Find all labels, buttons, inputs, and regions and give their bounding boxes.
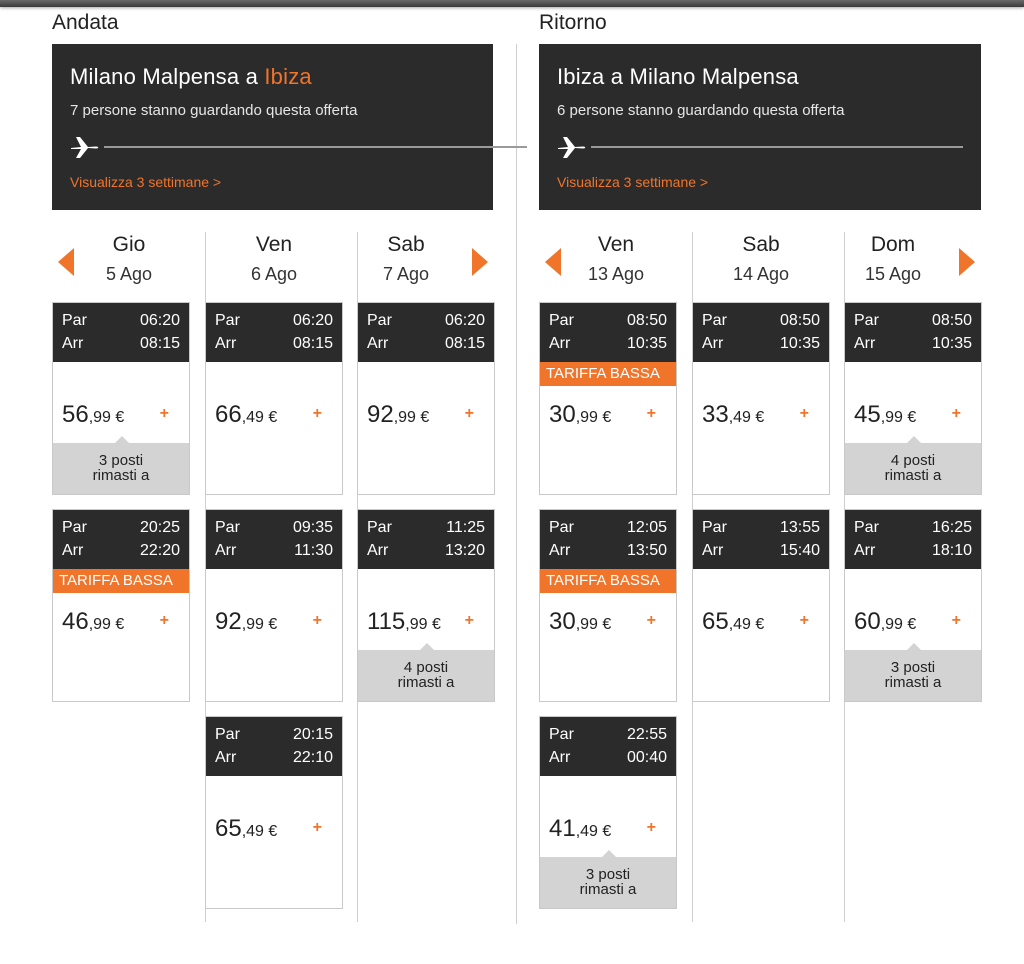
price-integer: 92 [367, 401, 394, 428]
arrival-label: Arr [215, 335, 237, 352]
arrival-time: 13:50 [626, 542, 667, 559]
add-flight-plus-icon[interactable]: + [312, 405, 322, 422]
add-flight-plus-icon[interactable]: + [312, 612, 322, 629]
departure-time: 08:50 [931, 312, 972, 329]
add-flight-plus-icon[interactable]: + [799, 405, 809, 422]
departure-time: 06:20 [139, 312, 180, 329]
price-decimal: ,99 € [88, 409, 125, 426]
seats-remaining: 3 posti rimasti a [845, 650, 981, 701]
arrival-time: 22:20 [139, 542, 180, 559]
price-decimal: ,99 € [575, 616, 612, 633]
flight-option[interactable] [205, 302, 343, 495]
departure-time: 13:55 [779, 519, 820, 536]
price-integer: 66 [215, 401, 242, 428]
departure-time: 22:55 [626, 726, 667, 743]
route-destination: Ibiza [264, 64, 312, 89]
price-integer: 46 [62, 608, 89, 635]
departure-time: 16:25 [931, 519, 972, 536]
arrival-time: 10:35 [779, 335, 820, 352]
add-flight-plus-icon[interactable]: + [799, 612, 809, 629]
price-decimal: ,99 € [575, 409, 612, 426]
day-date: 6 Ago [250, 264, 298, 284]
departure-time: 12:05 [626, 519, 667, 536]
seats-remaining: 4 posti rimasti a [845, 443, 981, 494]
arrival-label: Arr [854, 335, 876, 352]
flight-times [540, 510, 676, 569]
arrival-label: Arr [215, 542, 237, 559]
flight-option[interactable] [539, 302, 677, 495]
price-decimal: ,49 € [575, 823, 612, 840]
route-origin: Milano Malpensa a [70, 64, 265, 89]
price-integer: 56 [62, 401, 89, 428]
arrival-time: 08:15 [292, 335, 333, 352]
arrival-time: 15:40 [779, 542, 820, 559]
add-flight-plus-icon[interactable]: + [646, 612, 656, 629]
view-3-weeks-link[interactable]: Visualizza 3 settimane > [70, 174, 222, 190]
departure-label: Par [367, 312, 392, 329]
arrival-time: 00:40 [626, 749, 667, 766]
arrival-time: 13:20 [444, 542, 485, 559]
flight-option[interactable] [357, 302, 495, 495]
flight-times [358, 303, 494, 362]
price-integer: 45 [854, 401, 881, 428]
price-decimal: ,49 € [241, 409, 278, 426]
departure-label: Par [702, 519, 727, 536]
departure-label: Par [549, 312, 574, 329]
return-leg [539, 0, 981, 964]
low-fare-badge: TARIFFA BASSA [53, 569, 189, 593]
day-date: 14 Ago [732, 264, 790, 284]
price-decimal: ,99 € [393, 409, 430, 426]
flight-price [367, 401, 429, 429]
flight-times [693, 510, 829, 569]
flight-price [62, 401, 124, 429]
flight-price [215, 815, 277, 843]
flight-price [549, 815, 611, 843]
route-progress-line [591, 146, 963, 148]
price-decimal: ,99 € [241, 616, 278, 633]
flight-price [62, 608, 124, 636]
arrival-time: 08:15 [139, 335, 180, 352]
day-name: Dom [870, 233, 916, 256]
low-fare-badge: TARIFFA BASSA [540, 362, 676, 386]
departure-time: 11:25 [446, 519, 485, 536]
viewers-count: 7 persone stanno guardando questa offerta [70, 102, 358, 119]
arrival-label: Arr [62, 335, 84, 352]
departure-label: Par [62, 312, 87, 329]
price-integer: 92 [215, 608, 242, 635]
add-flight-plus-icon[interactable]: + [646, 819, 656, 836]
flight-price [215, 608, 277, 636]
arrival-label: Arr [367, 335, 389, 352]
flight-price [854, 608, 916, 636]
route-progress-line [104, 146, 527, 148]
flight-times [358, 510, 494, 569]
departure-label: Par [549, 519, 574, 536]
view-3-weeks-link[interactable]: Visualizza 3 settimane > [557, 174, 709, 190]
route-origin: Ibiza a Milano Malpensa [557, 64, 799, 89]
departure-label: Par [549, 726, 574, 743]
flight-price [702, 401, 764, 429]
leg-title: Andata [52, 11, 119, 34]
arrival-label: Arr [367, 542, 389, 559]
seats-remaining: 4 posti rimasti a [358, 650, 494, 701]
arrival-label: Arr [702, 335, 724, 352]
route-title [557, 64, 799, 90]
route-box [539, 44, 981, 210]
low-fare-badge: TARIFFA BASSA [540, 569, 676, 593]
flight-option[interactable] [692, 302, 830, 495]
flight-times [845, 510, 981, 569]
day-name: Sab [742, 233, 780, 256]
price-integer: 30 [549, 608, 576, 635]
arrival-time: 22:10 [292, 749, 333, 766]
arrival-time: 08:15 [444, 335, 485, 352]
add-flight-plus-icon[interactable]: + [951, 405, 961, 422]
flight-times [53, 510, 189, 569]
add-flight-plus-icon[interactable]: + [464, 612, 474, 629]
legs-divider [516, 44, 517, 924]
arrival-label: Arr [549, 749, 571, 766]
arrival-label: Arr [702, 542, 724, 559]
departure-time: 08:50 [626, 312, 667, 329]
flight-times [53, 303, 189, 362]
flight-price [854, 401, 916, 429]
arrival-label: Arr [549, 542, 571, 559]
flight-price [549, 608, 611, 636]
route-box [52, 44, 493, 210]
flight-price [367, 608, 441, 636]
day-date: 5 Ago [105, 264, 153, 284]
flight-times [540, 303, 676, 362]
flight-option[interactable] [52, 302, 190, 495]
departure-time: 08:50 [779, 312, 820, 329]
price-integer: 115 [367, 608, 406, 635]
flight-option[interactable] [692, 509, 830, 702]
flight-option[interactable] [205, 716, 343, 909]
arrival-time: 10:35 [931, 335, 972, 352]
departure-label: Par [854, 519, 879, 536]
price-decimal: ,99 € [880, 616, 917, 633]
price-integer: 65 [215, 815, 242, 842]
departure-label: Par [215, 726, 240, 743]
departure-label: Par [367, 519, 392, 536]
departure-time: 09:35 [292, 519, 333, 536]
arrival-time: 18:10 [931, 542, 972, 559]
leg-title: Ritorno [539, 11, 607, 34]
flight-times [540, 717, 676, 776]
flight-price [549, 401, 611, 429]
departure-label: Par [854, 312, 879, 329]
route-title [70, 64, 312, 90]
day-name: Ven [597, 233, 635, 256]
day-name: Gio [112, 233, 146, 256]
flight-option[interactable] [539, 716, 677, 909]
seats-remaining: 3 posti rimasti a [540, 857, 676, 908]
day-name: Ven [255, 233, 293, 256]
plane-icon [70, 134, 100, 160]
arrival-time: 10:35 [626, 335, 667, 352]
flight-times [845, 303, 981, 362]
price-integer: 30 [549, 401, 576, 428]
departure-label: Par [62, 519, 87, 536]
flight-option[interactable] [52, 509, 190, 702]
price-decimal: ,99 € [405, 616, 441, 633]
arrival-time: 11:30 [294, 542, 333, 559]
price-decimal: ,49 € [728, 616, 765, 633]
flight-price [702, 608, 764, 636]
day-date: 7 Ago [382, 264, 430, 284]
day-date: 13 Ago [587, 264, 645, 284]
flight-times [206, 717, 342, 776]
price-integer: 65 [702, 608, 729, 635]
day-date: 15 Ago [864, 264, 922, 284]
flight-option[interactable] [357, 509, 495, 702]
add-flight-plus-icon[interactable]: + [312, 819, 322, 836]
viewers-count: 6 persone stanno guardando questa offerta [557, 102, 845, 119]
departure-time: 06:20 [292, 312, 333, 329]
departure-label: Par [702, 312, 727, 329]
price-integer: 60 [854, 608, 881, 635]
price-integer: 33 [702, 401, 729, 428]
departure-time: 20:15 [292, 726, 333, 743]
add-flight-plus-icon[interactable]: + [159, 405, 169, 422]
add-flight-plus-icon[interactable]: + [159, 612, 169, 629]
arrival-label: Arr [854, 542, 876, 559]
price-decimal: ,49 € [241, 823, 278, 840]
flight-times [693, 303, 829, 362]
price-decimal: ,99 € [880, 409, 917, 426]
price-decimal: ,49 € [728, 409, 765, 426]
flight-option[interactable] [539, 509, 677, 702]
outbound-leg [52, 0, 493, 964]
seats-remaining: 3 posti rimasti a [53, 443, 189, 494]
arrival-label: Arr [62, 542, 84, 559]
departure-time: 06:20 [444, 312, 485, 329]
departure-time: 20:25 [139, 519, 180, 536]
price-decimal: ,99 € [88, 616, 125, 633]
price-integer: 41 [549, 815, 576, 842]
departure-label: Par [215, 312, 240, 329]
arrival-label: Arr [549, 335, 571, 352]
add-flight-plus-icon[interactable]: + [464, 405, 474, 422]
flight-option[interactable] [205, 509, 343, 702]
plane-icon [557, 134, 587, 160]
day-name: Sab [387, 233, 425, 256]
arrival-label: Arr [215, 749, 237, 766]
flight-option[interactable] [844, 302, 982, 495]
flight-option[interactable] [844, 509, 982, 702]
add-flight-plus-icon[interactable]: + [951, 612, 961, 629]
departure-label: Par [215, 519, 240, 536]
flight-price [215, 401, 277, 429]
add-flight-plus-icon[interactable]: + [646, 405, 656, 422]
flight-times [206, 510, 342, 569]
flight-times [206, 303, 342, 362]
